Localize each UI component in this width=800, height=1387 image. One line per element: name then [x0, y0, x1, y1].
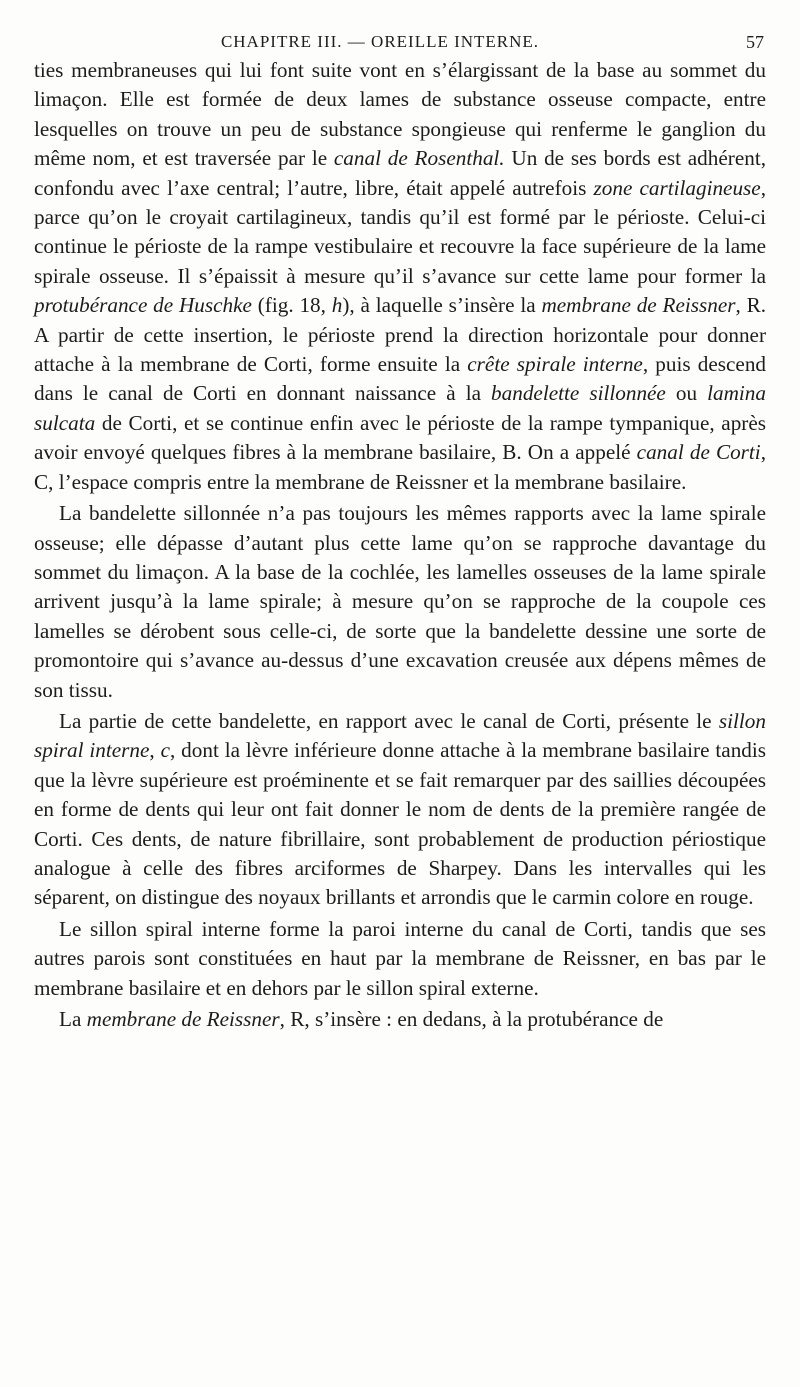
text-run: Un de ses bords est adhérent, confondu avec l’axe central; l’autre, libre, était appelé autrefois — [34, 146, 767, 200]
text-run: , R. A partir de cette insertion, le périoste prend la direction horizontale pour donner attache à la membrane de Corti, forme ensuite la — [34, 293, 767, 377]
text-run: ties membraneuses qui lui font suite vont en s’élargissant de la base au sommet du limaçon. Elle est formée de deux lames de substance osseuse compacte, entre lesquelles on trouve un peu de substance spongieuse qui renferme le ganglion du même nom, et est traversée par le — [34, 58, 766, 171]
italic-term: membrane de Reissner — [86, 1007, 280, 1031]
paragraph — [34, 707, 766, 913]
running-head — [34, 22, 766, 56]
text-run: Le sillon spiral interne forme la paroi interne du canal de Corti, tandis que ses autres parois sont constituées en haut par la membrane de Reissner, en bas par le membrane basilaire et en dehors par le sillon spiral externe. — [34, 916, 766, 1000]
text-run: , R, s’insère : en dedans, à la protubérance de — [279, 1007, 664, 1031]
paragraph — [34, 56, 766, 497]
italic-term: membrane de Reissner — [541, 293, 736, 318]
page-number: 57 — [746, 32, 764, 52]
text-run: La — [59, 1007, 87, 1031]
text-run: , dont la lèvre inférieure donne attache à la membrane basilaire tandis que la lèvre supérieure est proéminente et se fait remarquer par des saillies découpées en forme de dents qui leur ont fait donner le nom de dents de la première rangée de Corti. Ces dents, de nature fibrillaire, sont probablement de production périostique analogue à celle des fibres arciformes de Sharpey. Dans les intervalles qui les séparent, on distingue des noyaux brillants et arrondis que le carmin colore en rouge. — [34, 738, 767, 910]
chapter-title: CHAPITRE III. — OREILLE INTERNE. — [220, 32, 540, 51]
italic-term: canal de Rosenthal. — [333, 146, 505, 171]
text-run: ou — [665, 381, 708, 406]
italic-term: c — [160, 738, 170, 763]
paragraph — [34, 499, 766, 705]
italic-term: sillon spiral interne — [34, 708, 766, 763]
text-run: de Corti, et se continue enfin avec le périoste de la rampe tympanique, après avoir envoyé quelques fibres à la membrane basilaire, B. On a appelé — [34, 410, 766, 465]
text-run: ), à laquelle s’insère la — [342, 293, 542, 318]
italic-term: protubérance de Huschke — [34, 293, 252, 318]
body-text — [34, 56, 766, 1034]
italic-term: crête spirale interne — [467, 352, 643, 377]
paragraph — [34, 915, 766, 1003]
paragraph — [34, 1005, 766, 1034]
text-run: , puis descend dans le canal de Corti en donnant naissance à la — [34, 352, 767, 406]
text-run: La bandelette sillonnée n’a pas toujours les mêmes rapports avec la lame spirale osseuse; elle dépasse d’autant plus cette lame qu’on se rapproche davantage du sommet du limaçon. A la base de la cochlée, les lamelles osseuses de la lame spirale arrivent jusqu’à la lame spirale; à mesure qu’on se rapproche de la coupole ces lamelles se dérobent sous celle-ci, de sorte que la bandelette dessine une sorte de promontoire qui s’avance au-dessus d’une excavation creusée aux dépens mêmes de son tissu. — [34, 501, 766, 702]
italic-term: zone cartilagineuse — [593, 175, 761, 200]
text-run: (fig. 18, — [251, 293, 332, 318]
italic-term: bandelette sillonnée — [491, 381, 666, 406]
text-run: , — [149, 738, 161, 763]
text-run: , parce qu’on le croyait cartilagineux, tandis qu’il est formé par le périoste. Celui-ci continue le périoste de la rampe vestibulaire et recouvre la face supérieure de la lame spirale osseuse. Il s’épaissit à mesure qu’il s’avance sur cette lame pour former la — [34, 175, 767, 288]
italic-term: canal de Corti — [636, 440, 761, 465]
text-run: , C, l’espace compris entre la membrane de Reissner et la membrane basilaire. — [34, 440, 766, 494]
italic-term: lamina sulcata — [34, 381, 766, 435]
italic-term: h — [331, 293, 343, 318]
text-run: La partie de cette bandelette, en rapport avec le canal de Corti, présente le — [59, 708, 719, 733]
